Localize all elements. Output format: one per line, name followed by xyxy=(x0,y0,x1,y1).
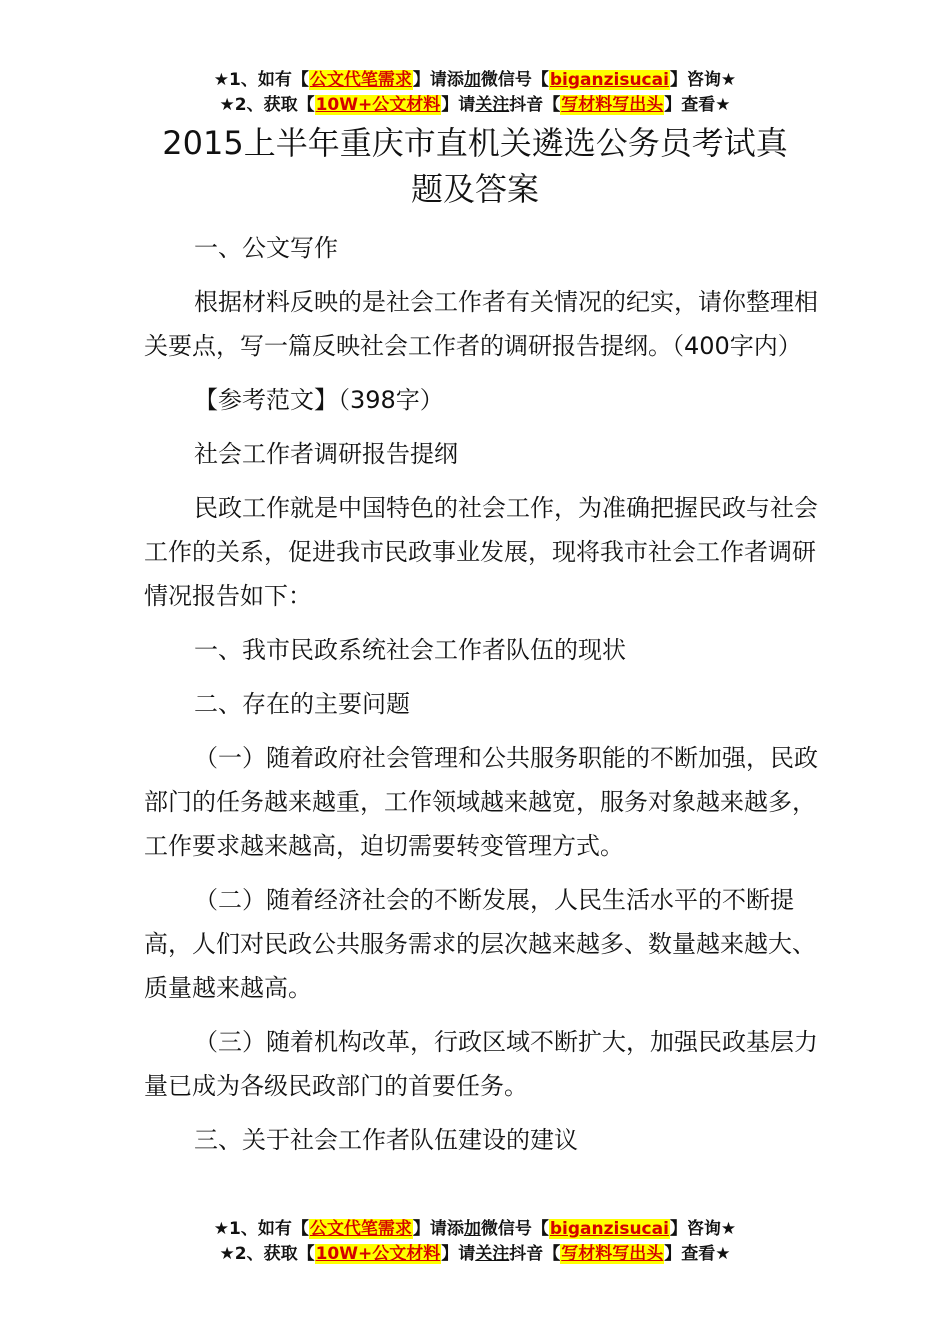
banner-text: 抖音【 xyxy=(509,1244,561,1264)
banner-text: 】请添 xyxy=(412,1219,464,1239)
highlight-ghostwriting[interactable]: 公文代笔需求 xyxy=(309,1219,412,1239)
banner-text: 】请添 xyxy=(412,70,464,90)
banner-text: ★1、如有【 xyxy=(213,70,309,90)
bottom-banner xyxy=(0,1217,950,1267)
issue-paragraph-2: （二）随着经济社会的不断发展，人民生活水平的不断提高，人们对民政公共服务需求的层次越来越多、数量越来越大、质量越来越高。 xyxy=(144,886,816,1002)
issue-paragraph-3: （三）随着机构改革，行政区域不断扩大，加强民政基层力量已成为各级民政部门的首要任务。 xyxy=(144,1028,818,1100)
highlight-wechat-id[interactable]: biganzisucai xyxy=(549,1219,669,1239)
banner-text: 】咨询★ xyxy=(669,1219,737,1239)
banner-text: 】咨询★ xyxy=(669,70,737,90)
highlight-douyin-account[interactable]: 写材料写出头 xyxy=(561,1244,664,1264)
banner-line-2 xyxy=(0,1242,950,1267)
task-paragraph: 根据材料反映的是社会工作者有关情况的纪实，请你整理相关要点，写一篇反映社会工作者的调研报告提纲。（400字内） xyxy=(144,288,818,360)
title-line-2: 题及答案 xyxy=(410,170,539,208)
banner-text: 抖音【 xyxy=(509,95,561,115)
reference-label: 【参考范文】（398字） xyxy=(194,386,444,414)
banner-text: ★1、如有【 xyxy=(213,1219,309,1239)
banner-line-2 xyxy=(0,93,950,118)
highlight-materials[interactable]: 10W+公文材料 xyxy=(315,1244,441,1264)
banner-text: ★2、获取【 xyxy=(219,1244,315,1264)
outline-part-3: 三、关于社会工作者队伍建设的建议 xyxy=(194,1126,578,1154)
banner-line-1 xyxy=(0,1217,950,1242)
highlight-douyin-account[interactable]: 写材料写出头 xyxy=(561,95,664,115)
top-banner xyxy=(0,68,950,118)
outline-title: 社会工作者调研报告提纲 xyxy=(194,440,458,468)
banner-text: 】请 xyxy=(441,1244,476,1264)
banner-text: 微信号【 xyxy=(480,1219,549,1239)
issue-paragraph-1: （一）随着政府社会管理和公共服务职能的不断加强，民政部门的任务越来越重，工作领域越来越宽，服务对象越来越多，工作要求越来越高，迫切需要转变管理方式。 xyxy=(144,744,818,860)
intro-paragraph: 民政工作就是中国特色的社会工作，为准确把握民政与社会工作的关系，促进我市民政事业发展，现将我市社会工作者调研情况报告如下： xyxy=(144,494,818,610)
outline-part-2: 二、存在的主要问题 xyxy=(194,690,410,718)
banner-text: 】查看★ xyxy=(664,1244,731,1264)
banner-text-underlined: 加 xyxy=(463,70,481,90)
document-body xyxy=(144,226,824,1172)
banner-text-underlined: 关注 xyxy=(475,95,510,115)
banner-text: 】请 xyxy=(441,95,476,115)
banner-text-underlined: 加 xyxy=(463,1219,481,1239)
highlight-ghostwriting[interactable]: 公文代笔需求 xyxy=(309,70,412,90)
banner-text: 微信号【 xyxy=(480,70,549,90)
highlight-materials[interactable]: 10W+公文材料 xyxy=(315,95,441,115)
banner-text: 】查看★ xyxy=(664,95,731,115)
section-heading: 一、公文写作 xyxy=(194,234,338,262)
document-title xyxy=(0,120,950,212)
banner-line-1 xyxy=(0,68,950,93)
highlight-wechat-id[interactable]: biganzisucai xyxy=(549,70,669,90)
outline-part-1: 一、我市民政系统社会工作者队伍的现状 xyxy=(194,636,626,664)
title-line-1: 2015上半年重庆市直机关遴选公务员考试真 xyxy=(162,124,788,162)
banner-text-underlined: 关注 xyxy=(475,1244,510,1264)
banner-text: ★2、获取【 xyxy=(219,95,315,115)
